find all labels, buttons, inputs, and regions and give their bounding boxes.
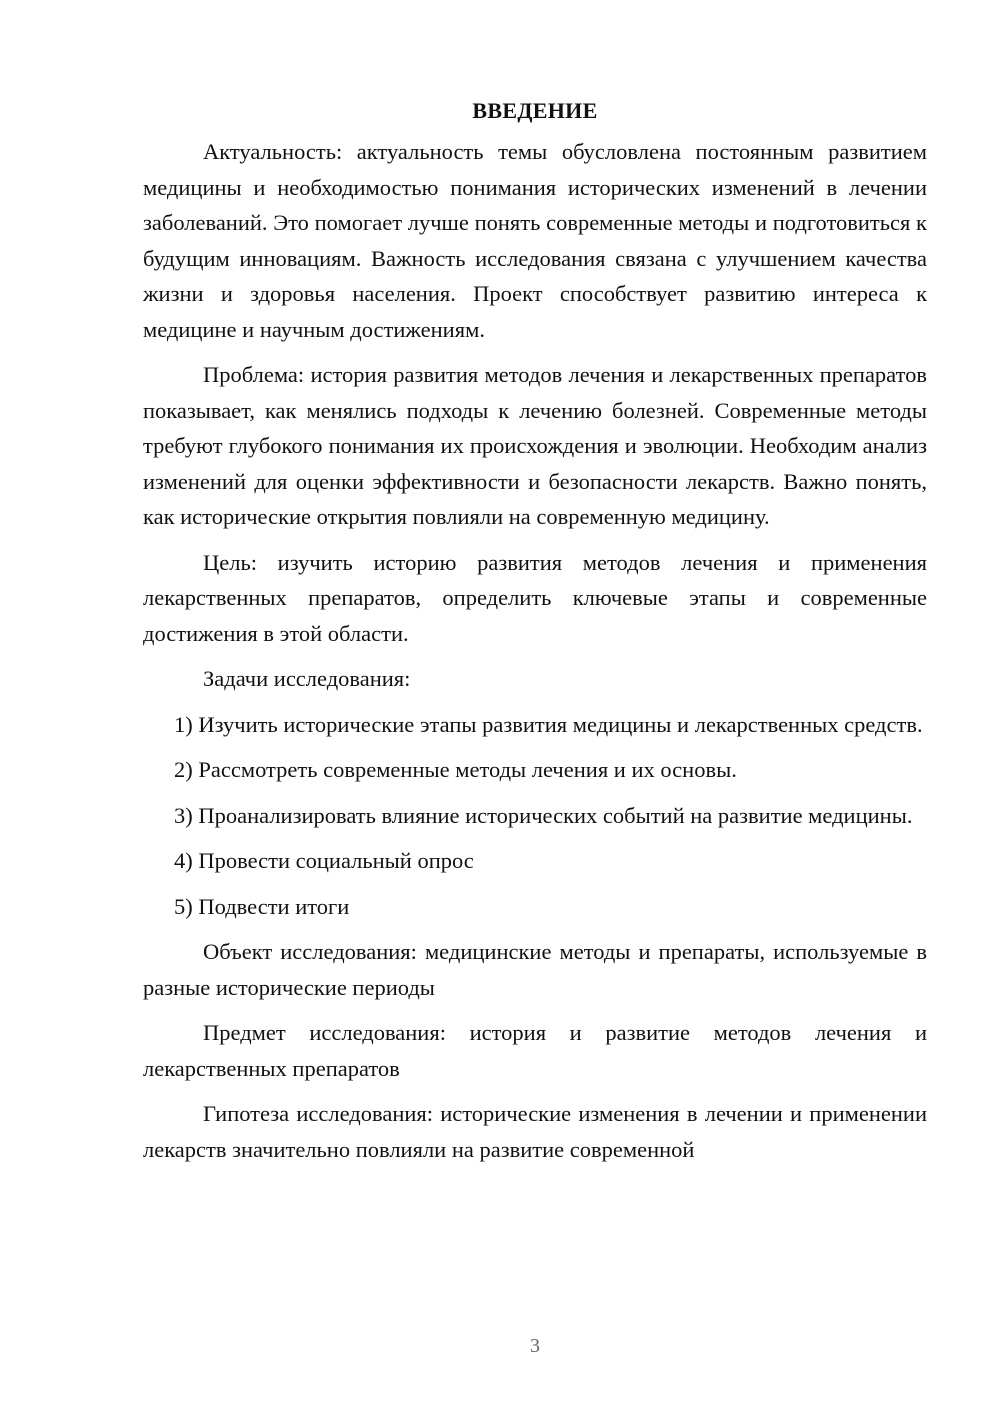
tasks-heading: Задачи исследования: — [203, 666, 411, 691]
task-item: 5) Подвести итоги — [174, 893, 350, 919]
hypothesis-paragraph: Гипотеза исследования: исторические изменения в лечении и применении лекарств значительно повлияли на развитие современной — [143, 1101, 927, 1162]
task-item: 3) Проанализировать влияние исторических событий на развитие медицины. — [174, 802, 913, 828]
object-paragraph: Объект исследования: медицинские методы и препараты, используемые в разные исторические периоды — [143, 939, 927, 1000]
goal-paragraph: Цель: изучить историю развития методов лечения и применения лекарственных препаратов, определить ключевые этапы и современные достижения в этой области. — [143, 549, 927, 646]
page-number: 3 — [530, 1335, 540, 1357]
page-title: ВВЕДЕНИЕ — [472, 98, 598, 123]
problem-paragraph: Проблема: история развития методов лечения и лекарственных препаратов показывает, как менялись подходы к лечению болезней. Современные методы требуют глубокого понимания их происхождения и эволюции. Необходим анализ изменений для оценки эффективности и безопасности лекарств. Важно понять, как исторические открытия повлияли на современную медицину. — [143, 362, 927, 529]
relevance-paragraph: Актуальность: актуальность темы обусловлена постоянным развитием медицины и необходимостью понимания исторических изменений в лечении заболеваний. Это помогает лучше понять современные методы и подготовиться к будущим инновациям. Важность исследования связана с улучшением качества жизни и здоровья населения. Проект способствует развитию интереса к медицине и научным достижениям. — [143, 139, 927, 342]
task-item: 4) Провести социальный опрос — [174, 848, 474, 873]
document-page — [143, 96, 927, 1177]
task-item: 1) Изучить исторические этапы развития медицины и лекарственных средств. — [174, 711, 923, 737]
task-item: 2) Рассмотреть современные методы лечения и их основы. — [174, 757, 737, 782]
subject-paragraph: Предмет исследования: история и развитие методов лечения и лекарственных препаратов — [143, 1020, 927, 1081]
